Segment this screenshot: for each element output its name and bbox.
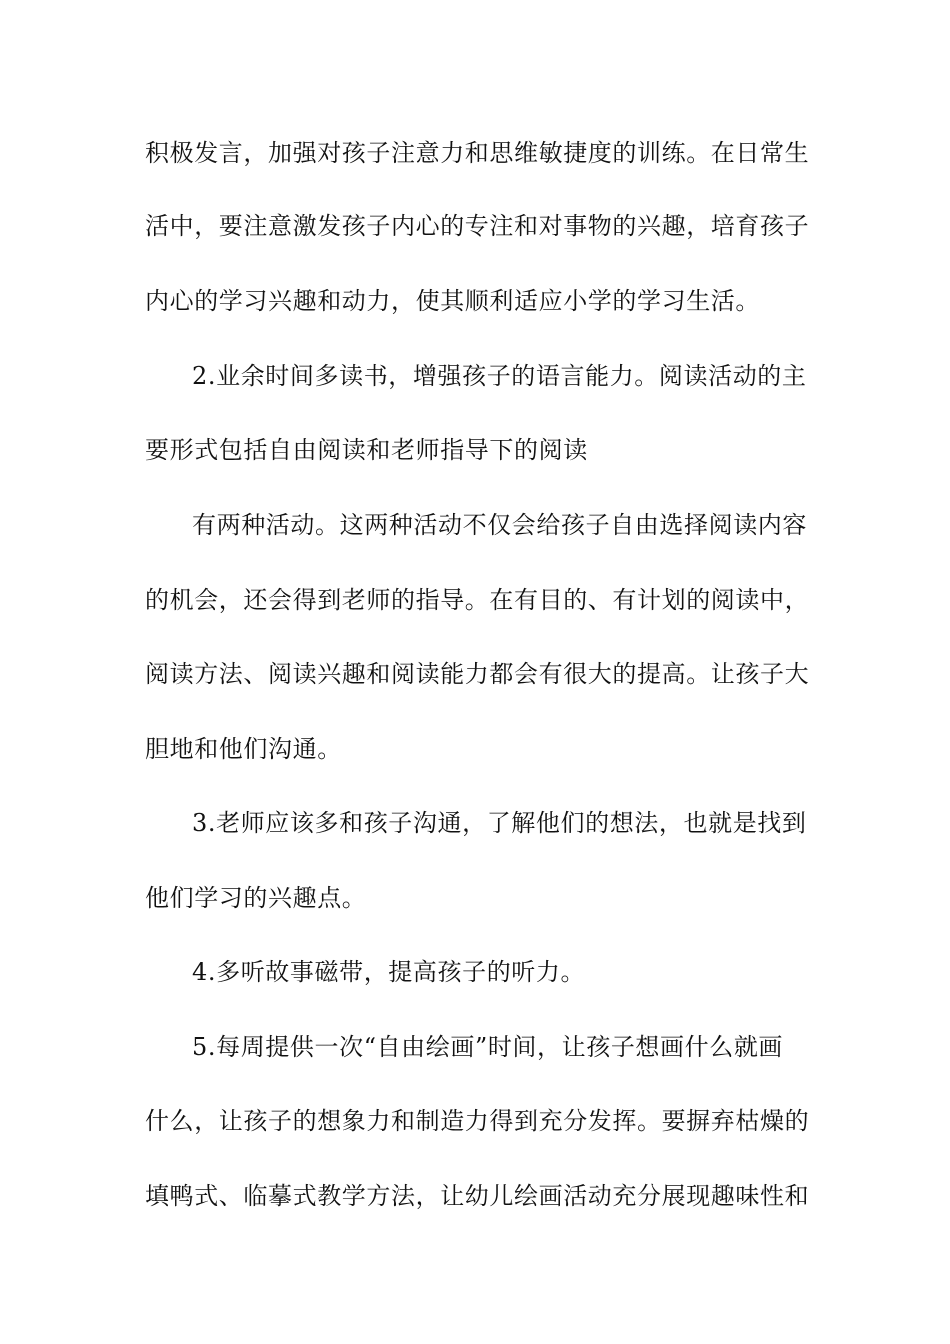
text-line: 填鸭式、临摹式教学方法，让幼儿绘画活动充分展现趣味性和 (145, 1182, 810, 1210)
text-line: 积极发言，加强对孩子注意力和思维敏捷度的训练。在日常生 (145, 139, 810, 167)
text-line: 胆地和他们沟通。 (145, 735, 342, 763)
text-line: 阅读方法、阅读兴趣和阅读能力都会有很大的提高。让孩子大 (145, 660, 810, 688)
text-line: 2.业余时间多读书，增强孩子的语言能力。阅读活动的主 (192, 362, 807, 390)
text-line: 什么，让孩子的想象力和制造力得到充分发挥。要摒弃枯燥的 (145, 1107, 810, 1135)
text-line: 活中，要注意激发孩子内心的专注和对事物的兴趣，培育孩子 (145, 212, 810, 240)
text-line: 有两种活动。这两种活动不仅会给孩子自由选择阅读内容 (192, 511, 807, 539)
text-line: 要形式包括自由阅读和老师指导下的阅读 (145, 436, 588, 464)
text-line: 4.多听故事磁带，提高孩子的听力。 (192, 958, 586, 986)
text-line: 3.老师应该多和孩子沟通，了解他们的想法，也就是找到 (192, 809, 807, 837)
text-line: 5.每周提供一次“自由绘画”时间，让孩子想画什么就画 (192, 1033, 784, 1061)
text-line: 他们学习的兴趣点。 (145, 884, 367, 912)
text-line: 内心的学习兴趣和动力，使其顺利适应小学的学习生活。 (145, 287, 760, 315)
text-line: 的机会，还会得到老师的指导。在有目的、有计划的阅读中， (145, 586, 810, 614)
